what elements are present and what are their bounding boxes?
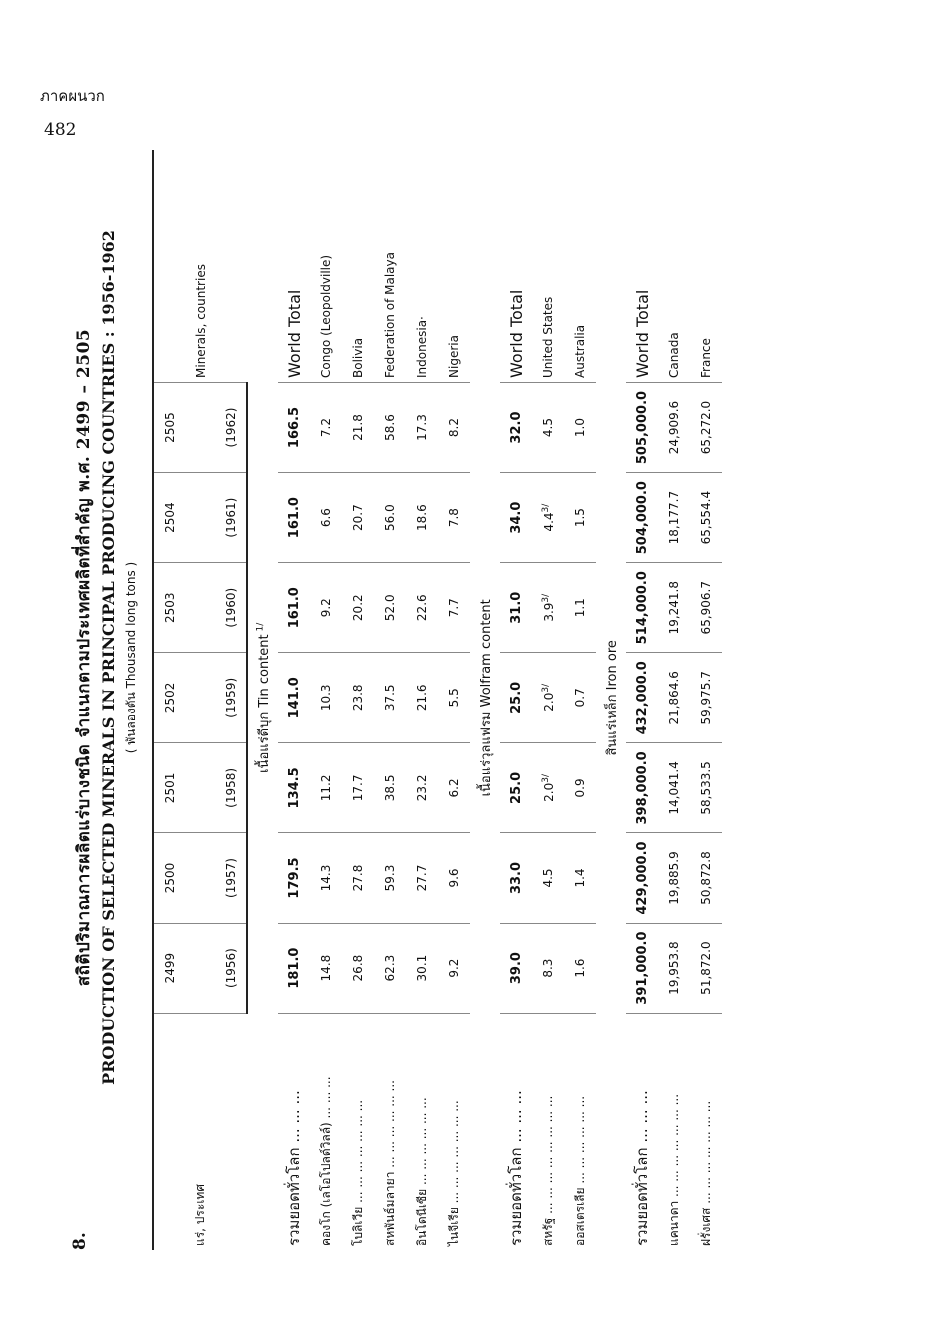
row-label-thai: รวมยอดทั่วโลก ... ... ... [633, 1090, 651, 1246]
table-row [310, 150, 342, 1250]
value-cell: 21.8 [342, 382, 374, 472]
value-cell: 432,000.0 [626, 653, 658, 743]
value-cell: 65,554.4 [690, 473, 722, 563]
value-cell: 9.2 [310, 563, 342, 653]
title-block [70, 65, 141, 1250]
row-label-thai: คองโก (เลโอโปลด์วิลล์) ... ... ... [318, 1076, 333, 1246]
value-cell: 1.0 [564, 382, 596, 472]
value-cell: 0.7 [564, 653, 596, 743]
row-label-thai: แคนาดา ... ... ... ... ... ... ... [666, 1093, 681, 1246]
row-label-thai: สหรัฐ ... ... ... ... ... ... ... ... [540, 1095, 555, 1246]
year-ad: (1960) [216, 563, 247, 653]
year-be: 2502 [153, 653, 186, 743]
value-cell: 32.0 [500, 382, 532, 472]
value-cell: 25.0 [500, 653, 532, 743]
table-row [690, 150, 722, 1250]
value-cell: 7.8 [438, 473, 470, 563]
row-label-thai: รวมยอดทั่วโลก ... ... ... [507, 1090, 525, 1246]
value-cell: 20.2 [342, 563, 374, 653]
value-footnote: 3/ [540, 773, 551, 783]
column-label-thai: แร่, ประเทศ [153, 1013, 247, 1250]
unit-caption: ( พันลองตัน Thousand long tons ) [124, 561, 138, 754]
value-cell: 4.5 [532, 382, 564, 472]
value-cell: $2.0^{3/}$ [532, 743, 564, 833]
value-cell: 19,241.8 [658, 563, 690, 653]
value-cell: 141.0 [278, 653, 310, 743]
value-cell: 4.5 [532, 833, 564, 923]
value-cell: 7.7 [438, 563, 470, 653]
section-footnote: 1/ [255, 622, 266, 635]
row-label-english: Australia [564, 150, 596, 382]
page-number: 482 [44, 120, 77, 140]
value-cell: 14.8 [310, 923, 342, 1013]
value-cell: $2.0^{3/}$ [532, 653, 564, 743]
value-cell: 6.2 [438, 743, 470, 833]
value-cell: 62.3 [374, 923, 406, 1013]
value-cell: 514,000.0 [626, 563, 658, 653]
value-cell: 179.5 [278, 833, 310, 923]
section-name-english: Iron ore [604, 640, 620, 691]
value-cell: 1.1 [564, 563, 596, 653]
title-english: PRODUCTION OF SELECTED MINERALS IN PRINCIPAL PRODUCING COUNTRIES : 1956-1962 [99, 230, 118, 1085]
table-row [406, 150, 438, 1250]
section-header-row [247, 150, 278, 1250]
value-cell: 26.8 [342, 923, 374, 1013]
value-cell: 9.6 [438, 833, 470, 923]
row-label-english: Congo (Leopoldville) [310, 150, 342, 382]
value-cell: 58.6 [374, 382, 406, 472]
table-row [374, 150, 406, 1250]
value-cell: 429,000.0 [626, 833, 658, 923]
table-row [658, 150, 690, 1250]
value-cell: 30.1 [406, 923, 438, 1013]
value-cell: 52.0 [374, 563, 406, 653]
value-footnote: 3/ [540, 683, 551, 693]
row-label-thai: โบลิเวีย ... ... ... ... ... ... ... [350, 1099, 365, 1246]
section-name-thai: สินแร่เหล็ก [604, 690, 620, 756]
value-cell: $3.9^{3/}$ [532, 563, 564, 653]
value-cell: 5.5 [438, 653, 470, 743]
row-label-english: Federation of Malaya [374, 150, 406, 382]
value-cell: 1.4 [564, 833, 596, 923]
year-ad: (1956) [216, 923, 247, 1013]
section-name [247, 382, 278, 1013]
value-cell: 19,885.9 [658, 833, 690, 923]
table-row [532, 150, 564, 1250]
year-ad: (1957) [216, 833, 247, 923]
table-row [438, 150, 470, 1250]
value-cell: 34.0 [500, 473, 532, 563]
value-cell: 59,975.7 [690, 653, 722, 743]
row-label-english: Nigeria [438, 150, 470, 382]
value-cell: 38.5 [374, 743, 406, 833]
value-cell: 65,272.0 [690, 382, 722, 472]
production-table [152, 150, 722, 1250]
world-total-row [500, 150, 532, 1250]
value-cell: 10.3 [310, 653, 342, 743]
year-be: 2500 [153, 833, 186, 923]
world-total-row [626, 150, 658, 1250]
value-cell: 0.9 [564, 743, 596, 833]
value-cell: 7.2 [310, 382, 342, 472]
section-name-english: Wolfram content [478, 599, 494, 708]
header-row-years [153, 150, 186, 1250]
section-name [596, 382, 626, 1013]
row-label-thai: รวมยอดทั่วโลก ... ... ... [285, 1090, 303, 1246]
value-cell: 59.3 [374, 833, 406, 923]
value-footnote: 3/ [540, 503, 551, 513]
table-row [342, 150, 374, 1250]
value-cell: 17.3 [406, 382, 438, 472]
value-cell: 14,041.4 [658, 743, 690, 833]
value-cell: 18,177.7 [658, 473, 690, 563]
value-cell: 181.0 [278, 923, 310, 1013]
value-cell: 391,000.0 [626, 923, 658, 1013]
row-label-english: World Total [626, 150, 658, 382]
value-cell: 161.0 [278, 563, 310, 653]
section-name-english: Tin content [256, 634, 272, 708]
row-label-english: Canada [658, 150, 690, 382]
value-cell: 14.3 [310, 833, 342, 923]
value-cell: 18.6 [406, 473, 438, 563]
row-label-english: France [690, 150, 722, 382]
row-label-english: World Total [500, 150, 532, 382]
value-cell: 22.6 [406, 563, 438, 653]
value-cell: $4.4^{3/}$ [532, 473, 564, 563]
year-be: 2505 [153, 382, 186, 472]
section-name [470, 382, 500, 1013]
value-cell: 23.8 [342, 653, 374, 743]
value-footnote: 3/ [540, 593, 551, 603]
year-ad: (1959) [216, 653, 247, 743]
value-cell: 8.2 [438, 382, 470, 472]
world-total-row [278, 150, 310, 1250]
value-cell: 505,000.0 [626, 382, 658, 472]
value-cell: 58,533.5 [690, 743, 722, 833]
value-cell: 19,953.8 [658, 923, 690, 1013]
section-header-row [596, 150, 626, 1250]
value-cell: 51,872.0 [690, 923, 722, 1013]
value-cell: 37.5 [374, 653, 406, 743]
year-ad: (1961) [216, 473, 247, 563]
row-label-english: United States [532, 150, 564, 382]
value-cell: 6.6 [310, 473, 342, 563]
value-cell: 31.0 [500, 563, 532, 653]
column-label-english: Minerals, countries [153, 150, 247, 382]
year-ad: (1962) [216, 382, 247, 472]
value-cell: 166.5 [278, 382, 310, 472]
rotated-table-page [70, 65, 830, 1250]
row-label-english: Indonesia· [406, 150, 438, 382]
value-cell: 11.2 [310, 743, 342, 833]
title-thai: สถิติปริมาณการผลิตแร่บางชนิด จำแนกตามประเทศผลิตที่สำคัญ พ.ศ. 2499 – 2505 [74, 328, 94, 987]
value-cell: 21,864.6 [658, 653, 690, 743]
table-row [564, 150, 596, 1250]
value-cell: 21.6 [406, 653, 438, 743]
value-cell: 27.7 [406, 833, 438, 923]
value-cell: 39.0 [500, 923, 532, 1013]
section-header-row [470, 150, 500, 1250]
table-number: 8. [70, 1232, 90, 1250]
value-cell: 65,906.7 [690, 563, 722, 653]
row-label-english: Bolivia [342, 150, 374, 382]
value-cell: 504,000.0 [626, 473, 658, 563]
year-be: 2504 [153, 473, 186, 563]
value-cell: 17.7 [342, 743, 374, 833]
year-ad: (1958) [216, 743, 247, 833]
value-cell: 398,000.0 [626, 743, 658, 833]
value-cell: 134.5 [278, 743, 310, 833]
row-label-thai: ไนจีเรีย ... ... ... ... ... ... ... [446, 1100, 461, 1246]
section-name-thai: เนื้อแร่ดีบุก [256, 707, 272, 773]
value-cell: 33.0 [500, 833, 532, 923]
value-cell: 1.6 [564, 923, 596, 1013]
value-cell: 9.2 [438, 923, 470, 1013]
year-be: 2501 [153, 743, 186, 833]
value-cell: 1.5 [564, 473, 596, 563]
row-label-thai: ออสเตรเลีย ... ... ... ... ... ... [572, 1095, 587, 1246]
value-cell: 25.0 [500, 743, 532, 833]
year-be: 2503 [153, 563, 186, 653]
header-thai: ภาคผนวก [40, 87, 105, 105]
value-cell: 27.8 [342, 833, 374, 923]
value-cell: 8.3 [532, 923, 564, 1013]
section-name-thai: เนื้อแร่วุลแฟรม [478, 707, 494, 797]
value-cell: 24,909.6 [658, 382, 690, 472]
row-label-thai: อินโดนีเซีย ... ... ... ... ... ... [414, 1097, 429, 1246]
row-label-english: World Total [278, 150, 310, 382]
table-body [247, 150, 722, 1250]
row-label-thai: สหพันธ์มลายา ... ... ... ... ... ... [382, 1080, 397, 1246]
value-cell: 56.0 [374, 473, 406, 563]
value-cell: 20.7 [342, 473, 374, 563]
year-be: 2499 [153, 923, 186, 1013]
value-cell: 50,872.8 [690, 833, 722, 923]
value-cell: 161.0 [278, 473, 310, 563]
row-label-thai: ฝรั่งเศส ... ... ... ... ... ... ... [698, 1100, 713, 1246]
value-cell: 23.2 [406, 743, 438, 833]
